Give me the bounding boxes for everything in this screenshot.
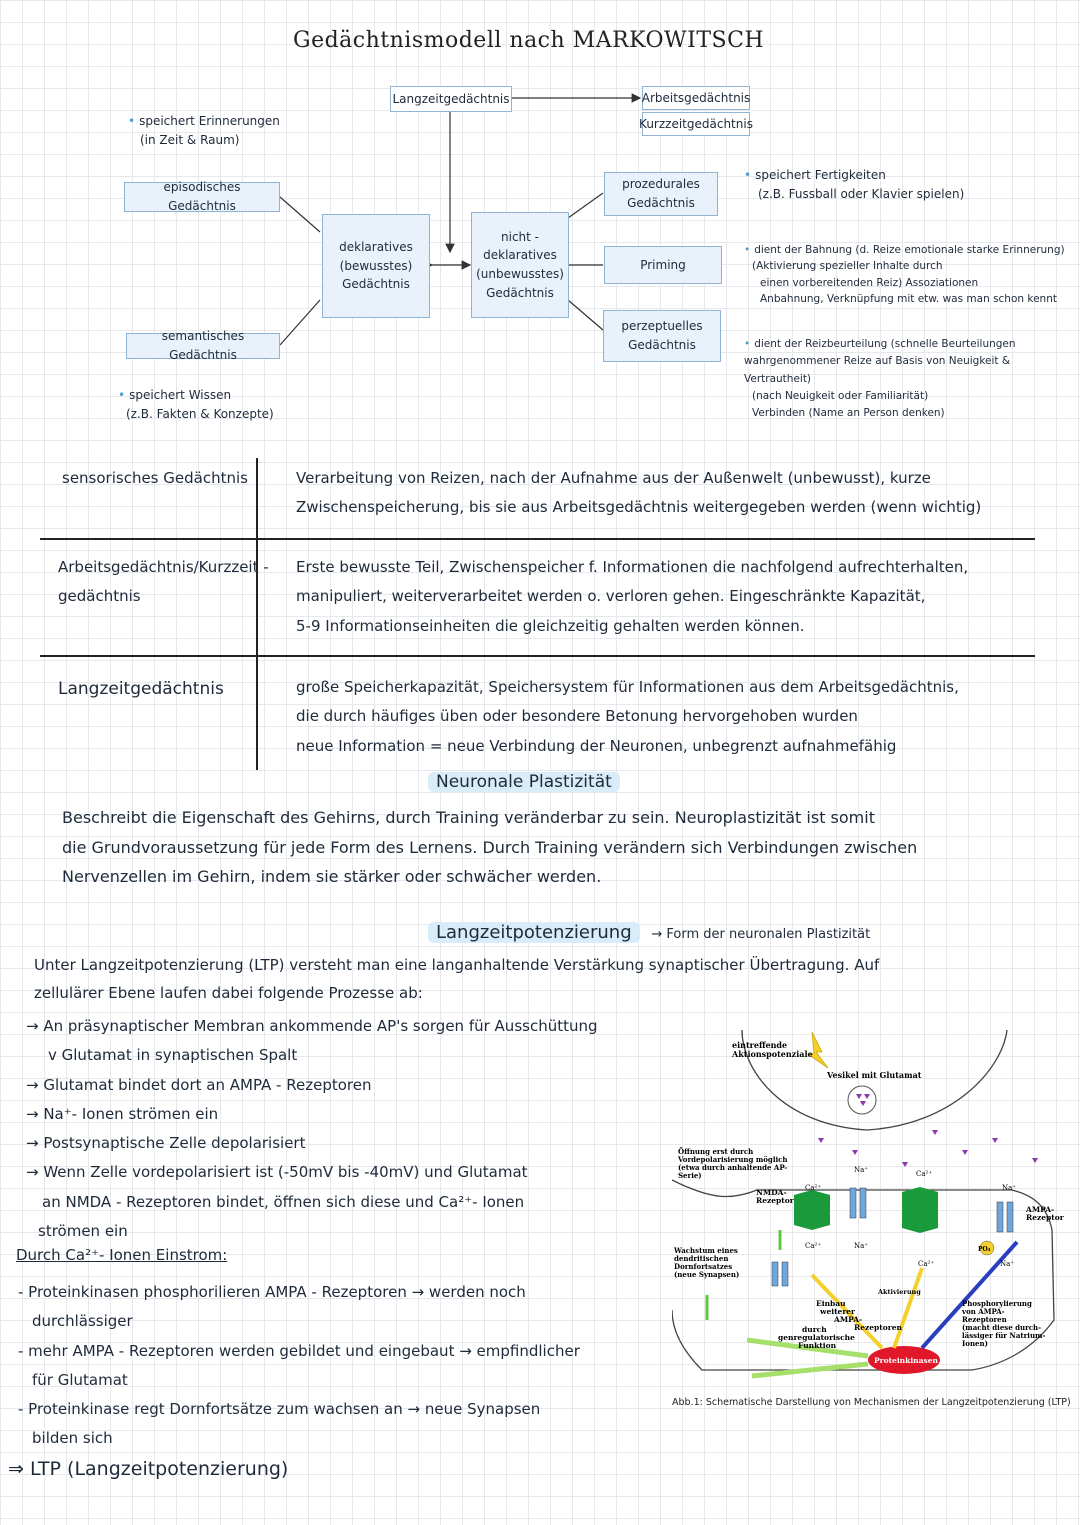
note-line: (z.B. Fussball oder Klavier spielen): [758, 187, 965, 202]
deklarativ-line: (bewusstes): [339, 258, 413, 273]
fig-label-na: Na⁺: [854, 1166, 868, 1174]
fig-label-aktivierung: Aktivierung: [878, 1288, 921, 1296]
fig-label-phospho: lässiger für Natrium-: [962, 1331, 1046, 1340]
table-term-line: Arbeitsgedächtnis/Kurzzeit -: [58, 558, 269, 576]
fig-label-phospho: (macht diese durch-: [962, 1323, 1042, 1332]
nichtdeklarativ-line: nicht -: [501, 229, 539, 244]
page-title: Gedächtnismodell nach MARKOWITSCH: [293, 28, 765, 53]
box-langzeitgedaechtnis: Langzeitgedächtnis: [390, 86, 512, 112]
fig-label-gene: durch: [802, 1325, 827, 1334]
table-divider: [40, 655, 1035, 657]
fig-label-ampa: Rezeptor: [1026, 1213, 1064, 1222]
note-line: speichert Fertigkeiten: [755, 168, 886, 182]
ltp-ca-step: bilden sich: [32, 1429, 113, 1448]
box-episodisches-gedaechtnis: episodisches Gedächtnis: [124, 182, 280, 212]
ltp-ca-step: - mehr AMPA - Rezeptoren werden gebildet und eingebaut → empfindlicher: [18, 1341, 580, 1360]
ltp-step: strömen ein: [38, 1221, 128, 1240]
fig-label-growth: dendritischen: [674, 1254, 729, 1263]
plasticity-line: Beschreibt die Eigenschaft des Gehirns, durch Training veränderbar zu sein. Neuroplastizität ist somit: [62, 808, 875, 827]
ampa-channel-icon: [850, 1188, 856, 1218]
ltp-step: → Glutamat bindet dort an AMPA - Rezeptoren: [26, 1075, 372, 1094]
svg-text:Öffnung erst durchVordepolaris: [677, 1147, 788, 1180]
note-line: (in Zeit & Raum): [140, 133, 240, 148]
deklarativ-line: Gedächtnis: [342, 277, 410, 292]
fig-label-opening: Öffnung erst durch: [678, 1147, 754, 1156]
fig-label-ap: eintreffende: [732, 1040, 788, 1050]
table-term: [58, 553, 269, 612]
glutamate-icon: [902, 1162, 908, 1167]
ltp-step: → Postsynaptische Zelle depolarisiert: [26, 1134, 306, 1152]
box-deklaratives-gedaechtnis: [322, 214, 430, 318]
fig-label-ampa: AMPA-: [1026, 1205, 1055, 1214]
nichtdeklarativ-line: (unbewusstes): [476, 267, 564, 281]
box-kurzzeitgedaechtnis: Kurzzeitgedächtnis: [642, 112, 750, 136]
ltp-step: an NMDA - Rezeptoren bindet, öffnen sich diese und Ca²⁺- Ionen: [42, 1192, 525, 1211]
plasticity-heading: [428, 772, 620, 792]
note-line: dient der Reizbeurteilung (schnelle Beurteilungen wahrgenommener Reize auf Basis von Neuigkeit & Vertrautheit): [744, 338, 1016, 385]
fig-label-nmda: NMDA-: [756, 1188, 787, 1197]
fig-label-ca: Ca²⁺: [918, 1260, 935, 1268]
fig-label-growth: Wachstum eines: [674, 1246, 738, 1255]
fig-label-gene: genregulatorische: [778, 1333, 855, 1342]
ltp-step: v Glutamat in synaptischen Spalt: [48, 1046, 298, 1065]
fig-label-phospho: von AMPA-: [962, 1307, 1005, 1316]
glutamate-icon: [1032, 1158, 1038, 1163]
ampa-channel-icon: [1007, 1202, 1013, 1232]
note-line: (Aktivierung spezieller Inhalte durch: [752, 260, 943, 273]
svg-text:AMPA-Rezeptor: [1025, 1205, 1065, 1222]
fig-label-ca: Ca²⁺: [916, 1170, 933, 1178]
ltp-figure: [672, 1030, 1067, 1390]
plasticity-line: Nervenzellen im Gehirn, indem sie stärker oder schwächer werden.: [62, 867, 602, 887]
perzeptuell-line: Gedächtnis: [628, 338, 696, 352]
table-desc-line: die durch häufiges üben oder besondere Betonung hervorgehoben wurden: [296, 707, 858, 726]
note-line: speichert Wissen: [129, 388, 232, 402]
fig-label-nmda: Rezeptor: [756, 1196, 794, 1205]
note-episodisch: • speichert Erinnerungen (in Zeit & Raum): [128, 112, 280, 150]
table-desc-line: große Speicherkapazität, Speichersystem für Informationen aus dem Arbeitsgedächtnis,: [296, 678, 959, 696]
fig-label-opening: Serie): [678, 1171, 702, 1180]
vesicle-icon: [848, 1086, 876, 1114]
ltp-step: → Wenn Zelle vordepolarisiert ist (-50mV bis -40mV) und Glutamat: [26, 1163, 528, 1182]
fig-label-phospho: Rezeptoren: [962, 1315, 1007, 1324]
activation-arrow: [894, 1268, 922, 1348]
glutamate-icon: [932, 1130, 938, 1135]
note-line: speichert Erinnerungen: [139, 114, 280, 128]
ltp-ca-step: - Proteinkinase regt Dornfortsätze zum wachsen an → neue Synapsen: [18, 1400, 541, 1418]
fig-label-vesicle: Vesikel mit Glutamat: [827, 1070, 922, 1080]
ltp-intro: [34, 952, 1074, 1008]
fig-label-gene: Funktion: [798, 1341, 837, 1350]
svg-text:Wachstum einesdendritischenDor: [673, 1246, 739, 1279]
ltp-intro-line: Unter Langzeitpotenzierung (LTP) versteht man eine langanhaltende Verstärkung synaptischer Übertragung. Auf: [34, 956, 880, 974]
table-divider: [40, 538, 1035, 540]
fig-label-na: Na⁺: [1000, 1260, 1014, 1268]
box-prozedurales-gedaechtnis: [604, 172, 718, 216]
fig-label-opening: Vordepolarisierung möglich: [678, 1155, 788, 1164]
plasticity-line: die Grundvoraussetzung für jede Form des Lernens. Durch Training verändern sich Verbindungen zwischen: [62, 837, 918, 857]
ltp-ca-step: durchlässiger: [32, 1312, 133, 1331]
ltp-ca-step: für Glutamat: [32, 1370, 128, 1389]
fig-label-phospho: Ionen): [962, 1339, 988, 1348]
perzeptuell-line: perzeptuelles: [621, 319, 703, 334]
glutamate-icon: [818, 1138, 824, 1143]
ltp-step: → Na⁺- Ionen strömen ein: [26, 1104, 219, 1123]
fig-label-ap: Aktionspotenziale: [732, 1049, 813, 1059]
table-desc: [296, 553, 1066, 641]
fig-label-kinase: Proteinkinasen: [874, 1356, 938, 1365]
prozedural-line: prozedurales: [622, 177, 700, 192]
table-desc-line: Verarbeitung von Reizen, nach der Aufnahme aus der Außenwelt (unbewusst), kurze: [296, 469, 931, 487]
glutamate-icon: [962, 1150, 968, 1155]
table-desc-line: 5-9 Informationseinheiten die gleichzeitig gehalten werden können.: [296, 616, 805, 635]
svg-text:EinbauweitererAMPA-Rezeptoren: [816, 1299, 902, 1332]
table-term-line: gedächtnis: [58, 587, 141, 606]
ltp-heading-text: Langzeitpotenzierung: [428, 922, 640, 943]
table-desc: [296, 673, 1066, 761]
ltp-intro-line: zellulärer Ebene laufen dabei folgende Prozesse ab:: [34, 983, 423, 1002]
ampa-channel-icon: [860, 1188, 866, 1218]
glutamate-icon: [992, 1138, 998, 1143]
fig-label-opening: (etwa durch anhaltende AP-: [678, 1163, 788, 1172]
ltp-ca-steps: [18, 1278, 668, 1454]
ampa-channel-icon: [997, 1202, 1003, 1232]
note-line: Verbinden (Name an Person denken): [752, 407, 945, 420]
note-line: einen vorbereitenden Reiz) Assoziationen: [760, 276, 979, 289]
table-desc-line: Erste bewusste Teil, Zwischenspeicher f. Informationen die nachfolgend aufrechterhalten,: [296, 558, 969, 576]
table-desc-line: neue Information = neue Verbindung der Neuronen, unbegrenzt aufnahmefähig: [296, 736, 897, 755]
ltp-steps: [26, 1012, 666, 1246]
ampa-channel-icon: [782, 1262, 788, 1286]
box-arbeitsgedaechtnis: Arbeitsgedächtnis: [642, 86, 750, 110]
fig-label-einbau: weiterer: [820, 1307, 855, 1316]
fig-label-na: Na⁺: [854, 1242, 868, 1250]
table-term: sensorisches Gedächtnis: [62, 469, 248, 487]
glutamate-icon: [852, 1150, 858, 1155]
box-priming: Priming: [604, 246, 722, 284]
note-semantisch: • speichert Wissen (z.B. Fakten & Konzepte): [118, 386, 274, 424]
note-priming: • dient der Bahnung (d. Reize emotionale starke Erinnerung) (Aktivierung spezieller Inhalte durch einen vorbereitenden Reiz) Assoziationen Anbahnung, Verknüpfung mit etw. was man schon kennt: [744, 242, 1070, 307]
ltp-heading: [428, 922, 870, 943]
note-line: (z.B. Fakten & Konzepte): [126, 407, 274, 422]
prozedural-line: Gedächtnis: [627, 196, 695, 210]
fig-label-einbau: Rezeptoren: [854, 1323, 902, 1332]
box-perzeptuelles-gedaechtnis: [603, 310, 721, 362]
fig-label-einbau: AMPA-: [834, 1315, 863, 1324]
svg-text:Phosphorylierungvon AMPA-Rezep: [961, 1299, 1045, 1348]
table-term: Langzeitgedächtnis: [58, 679, 224, 699]
table-divider-vertical: [256, 458, 258, 770]
note-line: dient der Bahnung (d. Reize emotionale starke Erinnerung): [754, 244, 1065, 256]
deklarativ-line: deklaratives: [339, 240, 413, 255]
table-desc-line: manipuliert, weiterverarbeitet werden o. verloren gehen. Eingeschränkte Kapazität,: [296, 587, 926, 606]
fig-label-growth: (neue Synapsen): [674, 1270, 740, 1279]
ltp-ca-heading: Durch Ca²⁺- Ionen Einstrom:: [16, 1246, 228, 1264]
nichtdeklarativ-line: deklaratives: [483, 248, 557, 263]
fig-label-ca: Ca²⁺: [805, 1184, 822, 1192]
figure-caption: Abb.1: Schematische Darstellung von Mechanismen der Langzeitpotenzierung (LTP): [672, 1397, 1071, 1408]
box-nicht-deklaratives-gedaechtnis: [471, 212, 569, 318]
table-desc-line: Zwischenspeicherung, bis sie aus Arbeitsgedächtnis weitergegeben werden (wenn wichtig): [296, 498, 982, 517]
fig-label-na: Na⁺: [1002, 1184, 1016, 1192]
fig-label-phospho: Phosphorylierung: [962, 1299, 1032, 1308]
nmda-receptor-icon: [902, 1187, 938, 1233]
fig-label-po: PO₄: [978, 1246, 991, 1253]
plasticity-heading-text: Neuronale Plastizität: [428, 772, 620, 792]
table-desc: [296, 464, 1066, 523]
ltp-ca-step: - Proteinkinasen phosphorilieren AMPA - Rezeptoren → werden noch: [18, 1283, 526, 1301]
note-line: (nach Neuigkeit oder Familiarität): [752, 389, 929, 402]
note-prozedural: • speichert Fertigkeiten (z.B. Fussball oder Klavier spielen): [744, 166, 964, 204]
note-line: Anbahnung, Verknüpfung mit etw. was man schon kennt: [760, 292, 1057, 305]
ltp-heading-note: → Form der neuronalen Plastizität: [651, 927, 871, 942]
nichtdeklarativ-line: Gedächtnis: [486, 285, 554, 300]
fig-label-growth: Dornfortsatzes: [674, 1262, 733, 1271]
fig-label-ca: Ca²⁺: [805, 1242, 822, 1250]
box-semantisches-gedaechtnis: semantisches Gedächtnis: [126, 333, 280, 359]
fig-label-einbau: Einbau: [816, 1299, 846, 1308]
nmda-receptor-icon: [794, 1190, 830, 1230]
ltp-step: → An präsynaptischer Membran ankommende AP's sorgen für Ausschüttung: [26, 1017, 598, 1035]
plasticity-text: [62, 803, 1072, 892]
svg-text:eintreffendeAktionspotenziale: [731, 1040, 813, 1059]
ampa-channel-icon: [772, 1262, 778, 1286]
note-perzeptuell: • dient der Reizbeurteilung (schnelle Beurteilungen wahrgenommener Reize auf Basis von Neuigkeit & Vertrautheit) (nach Neuigkeit oder Familiarität) Verbinden (Name an Person denken): [744, 336, 1074, 423]
ltp-conclusion: ⇒ LTP (Langzeitpotenzierung): [8, 1458, 289, 1480]
